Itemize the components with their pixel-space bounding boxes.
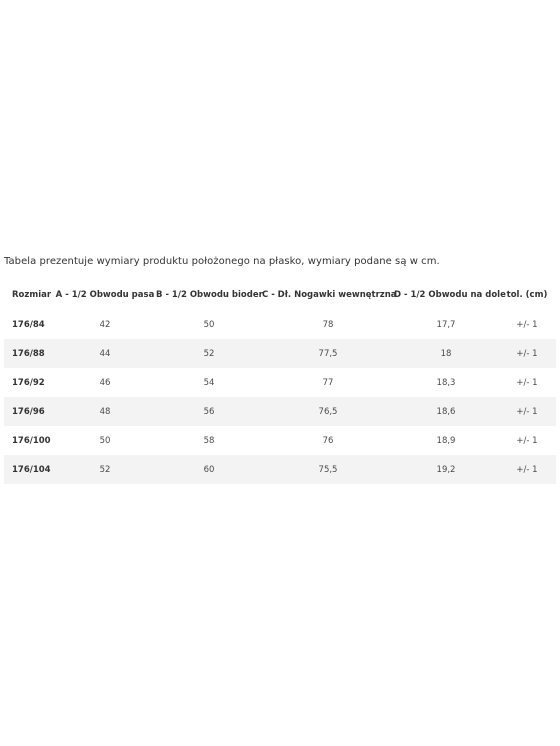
table-row [4,426,556,455]
cell-size: 176/92 [12,377,45,388]
table-row [4,397,556,426]
cell-hips: 60 [203,464,215,475]
cell-hips: 58 [203,435,215,446]
table-row [4,368,556,397]
cell-hips: 50 [203,319,215,330]
cell-tolerance: +/- 1 [516,377,538,388]
cell-waist: 52 [99,464,111,475]
cell-inseam: 76,5 [318,406,338,417]
table-caption: Tabela prezentuje wymiary produktu położonego na płasko, wymiary podane są w cm. [4,256,440,267]
table-row [4,310,556,339]
table-row [4,339,556,368]
cell-inseam: 75,5 [318,464,338,475]
cell-waist: 46 [99,377,111,388]
cell-waist: 44 [99,348,111,359]
cell-inseam: 76 [322,435,334,446]
table-row [4,455,556,484]
cell-waist: 42 [99,319,111,330]
cell-tolerance: +/- 1 [516,464,538,475]
cell-size: 176/100 [12,435,51,446]
header-inseam: C - Dł. Nogawki wewnętrzna [262,290,397,300]
table-header-row [4,280,556,310]
cell-tolerance: +/- 1 [516,348,538,359]
cell-tolerance: +/- 1 [516,319,538,330]
cell-hips: 56 [203,406,215,417]
cell-inseam: 77,5 [318,348,338,359]
cell-waist: 50 [99,435,111,446]
cell-leg-opening: 18,3 [436,377,456,388]
cell-inseam: 78 [322,319,334,330]
cell-hips: 52 [203,348,215,359]
cell-size: 176/84 [12,319,45,330]
header-tolerance: tol. (cm) [506,290,548,300]
cell-hips: 54 [203,377,215,388]
cell-leg-opening: 18 [440,348,452,359]
header-waist: A - 1/2 Obwodu pasa [55,290,155,300]
cell-waist: 48 [99,406,111,417]
size-chart-table [4,280,556,484]
cell-leg-opening: 18,6 [436,406,456,417]
header-hips: B - 1/2 Obwodu bioder [156,290,263,300]
cell-tolerance: +/- 1 [516,406,538,417]
cell-inseam: 77 [322,377,334,388]
cell-size: 176/88 [12,348,45,359]
cell-tolerance: +/- 1 [516,435,538,446]
cell-leg-opening: 19,2 [436,464,456,475]
cell-size: 176/104 [12,464,51,475]
cell-leg-opening: 18,9 [436,435,456,446]
header-size: Rozmiar [12,290,52,300]
cell-leg-opening: 17,7 [436,319,456,330]
cell-size: 176/96 [12,406,45,417]
header-leg-opening: D - 1/2 Obwodu na dole [394,290,506,300]
